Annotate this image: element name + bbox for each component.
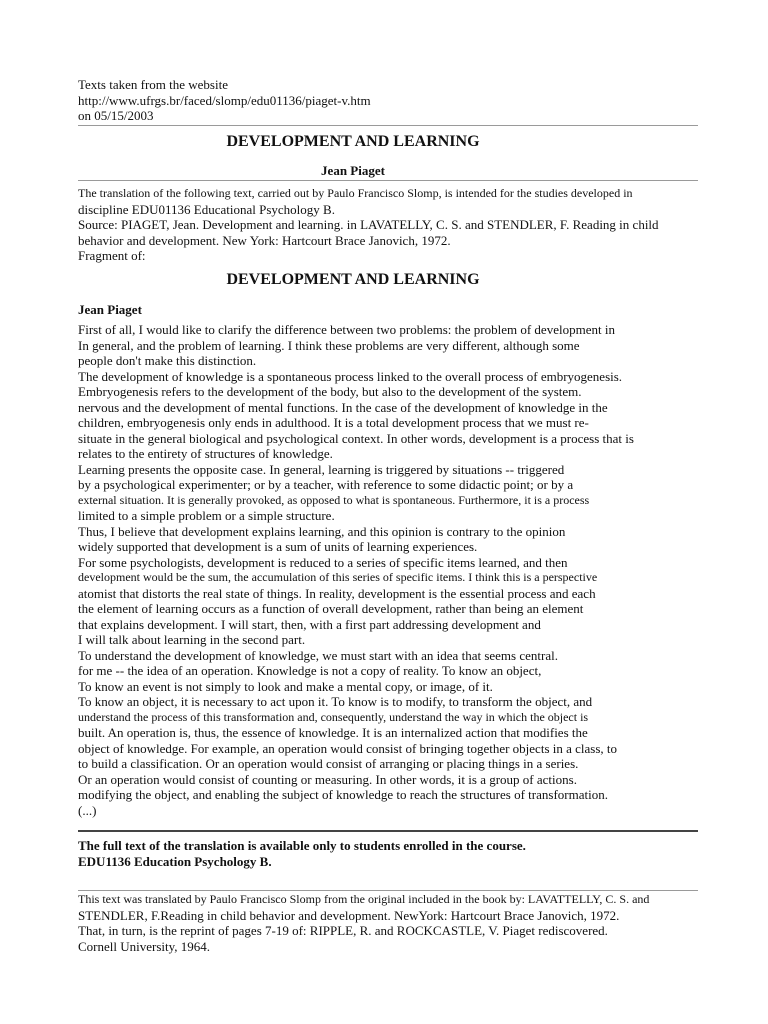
footer-line: Cornell University, 1964. <box>78 938 211 954</box>
body-line: First of all, I would like to clarify the difference between two problems: the problem of development in <box>78 322 615 337</box>
source-header <box>78 77 698 124</box>
body-line: for me -- the idea of an operation. Knowledge is not a copy of reality. To know an object, <box>78 663 542 678</box>
intro-line: discipline EDU01136 Educational Psychology B. <box>78 201 335 217</box>
intro-line: behavior and development. New York: Hartcourt Brace Janovich, 1972. <box>78 232 451 248</box>
source-url[interactable]: http://www.ufrgs.br/faced/slomp/edu01136/piaget-v.htm <box>78 92 371 108</box>
body-line: that explains development. I will start, then, with a first part addressing development and <box>78 616 541 632</box>
body-line: object of knowledge. For example, an operation would consist of bringing together objects in a class, to <box>78 740 618 756</box>
body-line: to build a classification. Or an operation would consist of arranging or placing things in a series. <box>78 756 579 771</box>
body-line: Embryogenesis refers to the development of the body, but also to the development of the system. <box>78 384 582 399</box>
body-line: built. An operation is, thus, the essence of knowledge. It is an internalized action that modifies the <box>78 725 588 740</box>
source-line: Texts taken from the website <box>78 77 228 92</box>
body-line: understand the process of this transformation and, consequently, understand the way in which the object is <box>78 709 589 724</box>
body-line: relates to the entirety of structures of knowledge. <box>78 446 333 461</box>
body-line: I will talk about learning in the second part. <box>78 632 306 647</box>
divider <box>78 180 698 181</box>
author-name: Jean Piaget <box>321 163 385 178</box>
body-line: To know an object, it is necessary to act upon it. To know is to modify, to transform the object, and <box>78 694 593 709</box>
intro-line: Fragment of: <box>78 248 146 263</box>
notice-line: The full text of the translation is available only to students enrolled in the course. <box>78 838 526 853</box>
body-line: people don't make this distinction. <box>78 353 257 368</box>
intro-line: The translation of the following text, carried out by Paulo Francisco Slomp, is intended for the studies developed in <box>78 186 633 200</box>
page-title: DEVELOPMENT AND LEARNING <box>226 133 480 150</box>
footer-line: That, in turn, is the reprint of pages 7-19 of: RIPPLE, R. and ROCKCASTLE, V. Piaget rediscovered. <box>78 923 608 938</box>
footer-section <box>78 892 698 954</box>
body-line: (...) <box>78 802 97 818</box>
footer-line: This text was translated by Paulo Francisco Slomp from the original included in the book by: LAVATTELLY, C. S. and <box>78 892 650 906</box>
intro-line: Source: PIAGET, Jean. Development and learning. in LAVATELLY, C. S. and STENDLER, F. Reading in child <box>78 217 659 232</box>
body-line: To understand the development of knowledge, we must start with an idea that seems central. <box>78 647 558 663</box>
body-line: external situation. It is generally provoked, as opposed to what is spontaneous. Furthermore, it is a process <box>78 492 590 507</box>
divider <box>78 890 698 891</box>
fragment-title: DEVELOPMENT AND LEARNING <box>226 271 480 288</box>
notice-line: EDU1136 Education Psychology B. <box>78 853 272 869</box>
body-line: situate in the general biological and psychological context. In other words, development is a process that is <box>78 430 634 446</box>
fragment-author: Jean Piaget <box>78 302 142 317</box>
divider-thick <box>78 830 698 832</box>
divider <box>78 125 698 126</box>
body-line: modifying the object, and enabling the subject of knowledge to reach the structures of transformation. <box>78 787 608 802</box>
body-line: nervous and the development of mental functions. In the case of the development of knowledge in the <box>78 399 608 415</box>
body-line: development would be the sum, the accumulation of this series of specific items. I think this is a perspective <box>78 570 598 584</box>
body-line: In general, and the problem of learning. I think these problems are very different, although some <box>78 337 580 353</box>
body-line: atomist that distorts the real state of things. In reality, development is the essential process and each <box>78 585 596 601</box>
body-line: To know an event is not simply to look and make a mental copy, or image, of it. <box>78 678 493 694</box>
source-date: on 05/15/2003 <box>78 108 154 123</box>
body-line: The development of knowledge is a spontaneous process linked to the overall process of embryogenesis. <box>78 368 623 384</box>
body-line: limited to a simple problem or a simple structure. <box>78 508 335 523</box>
body-line: by a psychological experimenter; or by a teacher, with reference to some didactic point; or by a <box>78 477 574 492</box>
notice-section <box>78 838 698 869</box>
body-text <box>78 322 698 818</box>
body-line: children, embryogenesis only ends in adulthood. It is a total development process that we must re- <box>78 415 589 430</box>
body-line: Or an operation would consist of counting or measuring. In other words, it is a group of actions. <box>78 771 577 787</box>
body-line: Learning presents the opposite case. In general, learning is triggered by situations -- triggered <box>78 461 565 477</box>
footer-line: STENDLER, F.Reading in child behavior and development. NewYork: Hartcourt Brace Janovich, 1972. <box>78 907 620 923</box>
body-line: the element of learning occurs as a function of overall development, rather than being an element <box>78 601 584 616</box>
body-line: widely supported that development is a sum of units of learning experiences. <box>78 539 478 554</box>
intro-section <box>78 186 698 264</box>
body-line: Thus, I believe that development explains learning, and this opinion is contrary to the opinion <box>78 523 566 539</box>
body-line: For some psychologists, development is reduced to a series of specific items learned, and then <box>78 554 568 570</box>
